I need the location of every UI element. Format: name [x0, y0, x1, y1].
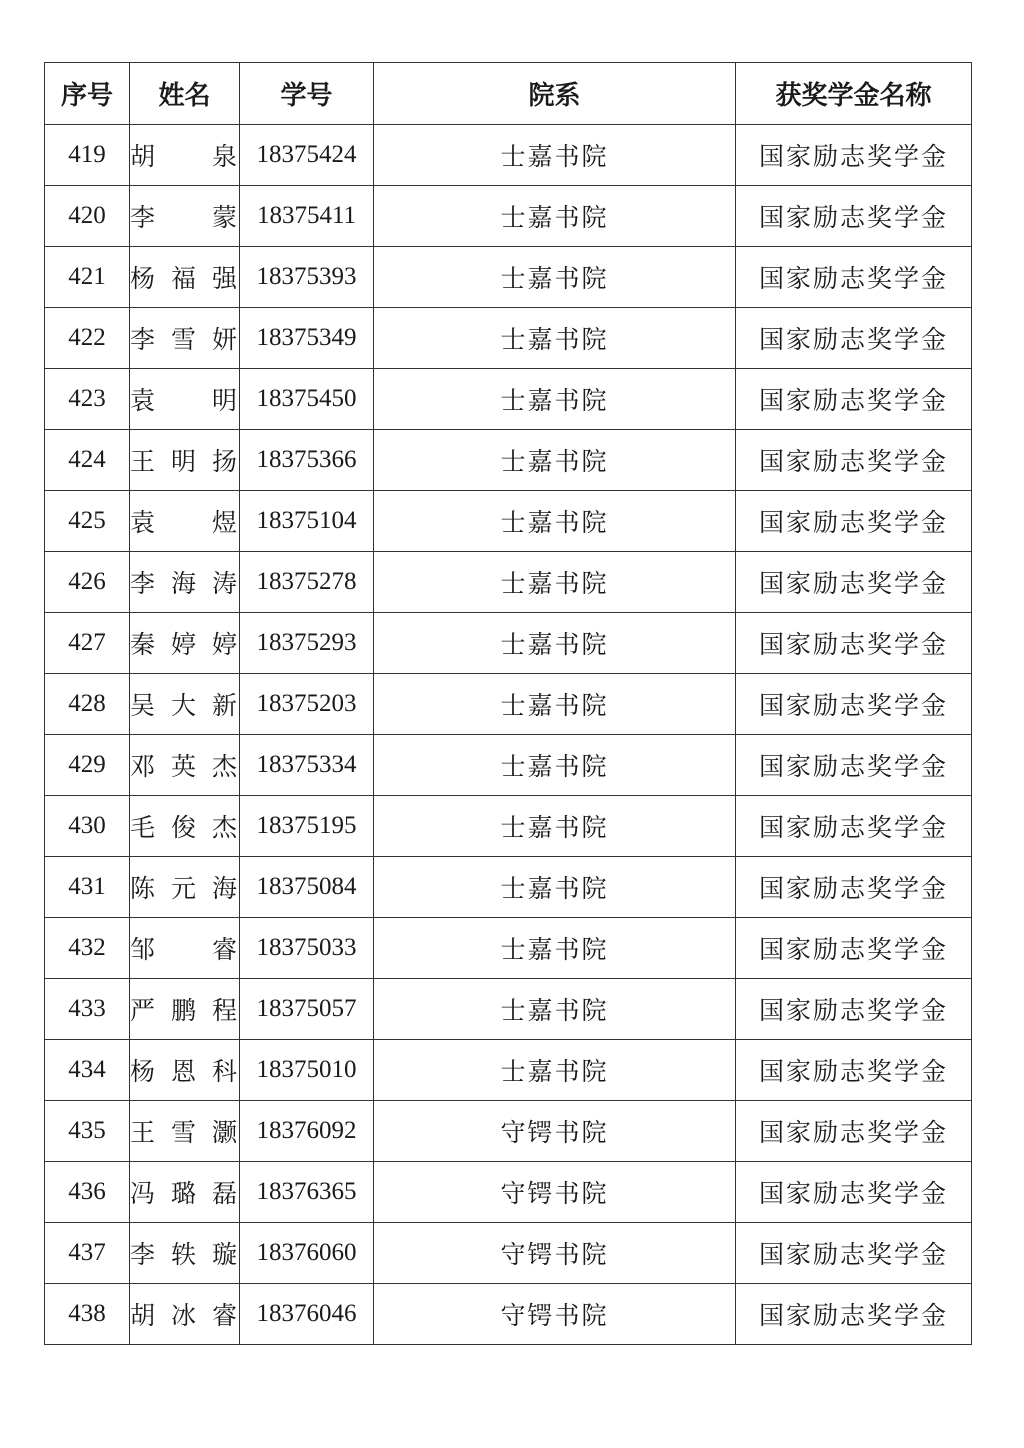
cell-seq: 428 — [45, 674, 130, 735]
cell-department: 士嘉书院 — [374, 125, 736, 186]
table-row — [45, 674, 972, 735]
cell-seq: 421 — [45, 247, 130, 308]
cell-department: 士嘉书院 — [374, 613, 736, 674]
cell-student-id: 18375366 — [240, 430, 374, 491]
cell-department: 守锷书院 — [374, 1162, 736, 1223]
cell-department: 守锷书院 — [374, 1223, 736, 1284]
cell-student-id: 18375349 — [240, 308, 374, 369]
table-row — [45, 857, 972, 918]
cell-award: 国家励志奖学金 — [736, 735, 972, 796]
cell-name: 严鹏程 — [130, 979, 240, 1040]
cell-name: 秦婷婷 — [130, 613, 240, 674]
cell-student-id: 18375393 — [240, 247, 374, 308]
cell-award: 国家励志奖学金 — [736, 674, 972, 735]
cell-department: 士嘉书院 — [374, 674, 736, 735]
table-row — [45, 613, 972, 674]
cell-award: 国家励志奖学金 — [736, 796, 972, 857]
cell-student-id: 18376046 — [240, 1284, 374, 1345]
cell-seq: 433 — [45, 979, 130, 1040]
cell-name: 李雪妍 — [130, 308, 240, 369]
cell-award: 国家励志奖学金 — [736, 1040, 972, 1101]
cell-student-id: 18375293 — [240, 613, 374, 674]
cell-award: 国家励志奖学金 — [736, 857, 972, 918]
table-row — [45, 796, 972, 857]
cell-award: 国家励志奖学金 — [736, 918, 972, 979]
cell-name: 李海涛 — [130, 552, 240, 613]
cell-award: 国家励志奖学金 — [736, 613, 972, 674]
cell-name: 邓英杰 — [130, 735, 240, 796]
cell-seq: 419 — [45, 125, 130, 186]
table-row — [45, 308, 972, 369]
cell-seq: 435 — [45, 1101, 130, 1162]
cell-name: 毛俊杰 — [130, 796, 240, 857]
cell-department: 士嘉书院 — [374, 491, 736, 552]
cell-seq: 438 — [45, 1284, 130, 1345]
cell-department: 士嘉书院 — [374, 1040, 736, 1101]
table-row — [45, 735, 972, 796]
table-row — [45, 1284, 972, 1345]
cell-name: 冯璐磊 — [130, 1162, 240, 1223]
cell-department: 士嘉书院 — [374, 430, 736, 491]
cell-seq: 424 — [45, 430, 130, 491]
cell-award: 国家励志奖学金 — [736, 1284, 972, 1345]
cell-seq: 434 — [45, 1040, 130, 1101]
cell-student-id: 18375334 — [240, 735, 374, 796]
cell-name: 邹 睿 — [130, 918, 240, 979]
cell-student-id: 18375195 — [240, 796, 374, 857]
scholarship-award-table — [44, 62, 972, 1345]
header-seq: 序号 — [45, 63, 130, 125]
header-name: 姓名 — [130, 63, 240, 125]
table-row — [45, 1101, 972, 1162]
cell-award: 国家励志奖学金 — [736, 1101, 972, 1162]
cell-department: 士嘉书院 — [374, 552, 736, 613]
cell-department: 守锷书院 — [374, 1284, 736, 1345]
cell-seq: 423 — [45, 369, 130, 430]
cell-award: 国家励志奖学金 — [736, 979, 972, 1040]
table-row — [45, 247, 972, 308]
table-row — [45, 1162, 972, 1223]
cell-name: 杨福强 — [130, 247, 240, 308]
cell-department: 士嘉书院 — [374, 247, 736, 308]
table-row — [45, 979, 972, 1040]
cell-name: 陈元海 — [130, 857, 240, 918]
cell-award: 国家励志奖学金 — [736, 1223, 972, 1284]
table-row — [45, 125, 972, 186]
cell-department: 士嘉书院 — [374, 369, 736, 430]
cell-student-id: 18375411 — [240, 186, 374, 247]
cell-department: 士嘉书院 — [374, 857, 736, 918]
cell-department: 士嘉书院 — [374, 186, 736, 247]
header-award: 获奖学金名称 — [736, 63, 972, 125]
cell-name: 王雪灏 — [130, 1101, 240, 1162]
header-department: 院系 — [374, 63, 736, 125]
cell-name: 胡冰睿 — [130, 1284, 240, 1345]
cell-award: 国家励志奖学金 — [736, 186, 972, 247]
cell-name: 袁 明 — [130, 369, 240, 430]
cell-student-id: 18376092 — [240, 1101, 374, 1162]
cell-award: 国家励志奖学金 — [736, 430, 972, 491]
cell-name: 胡 泉 — [130, 125, 240, 186]
table-row — [45, 186, 972, 247]
cell-department: 士嘉书院 — [374, 735, 736, 796]
cell-student-id: 18375057 — [240, 979, 374, 1040]
cell-seq: 426 — [45, 552, 130, 613]
cell-student-id: 18375450 — [240, 369, 374, 430]
cell-department: 士嘉书院 — [374, 918, 736, 979]
table-row — [45, 1223, 972, 1284]
cell-seq: 425 — [45, 491, 130, 552]
cell-student-id: 18375278 — [240, 552, 374, 613]
cell-name: 王明扬 — [130, 430, 240, 491]
cell-award: 国家励志奖学金 — [736, 552, 972, 613]
cell-name: 袁 煜 — [130, 491, 240, 552]
cell-name: 杨恩科 — [130, 1040, 240, 1101]
cell-award: 国家励志奖学金 — [736, 247, 972, 308]
cell-seq: 432 — [45, 918, 130, 979]
cell-award: 国家励志奖学金 — [736, 491, 972, 552]
cell-student-id: 18375010 — [240, 1040, 374, 1101]
cell-seq: 431 — [45, 857, 130, 918]
table-row — [45, 430, 972, 491]
cell-seq: 420 — [45, 186, 130, 247]
cell-student-id: 18375424 — [240, 125, 374, 186]
cell-department: 士嘉书院 — [374, 308, 736, 369]
cell-department: 守锷书院 — [374, 1101, 736, 1162]
cell-seq: 429 — [45, 735, 130, 796]
cell-seq: 436 — [45, 1162, 130, 1223]
cell-name: 李 蒙 — [130, 186, 240, 247]
cell-student-id: 18375203 — [240, 674, 374, 735]
table-row — [45, 491, 972, 552]
table-body — [45, 125, 972, 1345]
cell-seq: 437 — [45, 1223, 130, 1284]
cell-award: 国家励志奖学金 — [736, 308, 972, 369]
table-row — [45, 369, 972, 430]
cell-student-id: 18375084 — [240, 857, 374, 918]
cell-student-id: 18376060 — [240, 1223, 374, 1284]
table-header — [45, 63, 972, 125]
cell-name: 李轶璇 — [130, 1223, 240, 1284]
cell-seq: 422 — [45, 308, 130, 369]
header-row — [45, 63, 972, 125]
cell-student-id: 18376365 — [240, 1162, 374, 1223]
table-row — [45, 552, 972, 613]
cell-award: 国家励志奖学金 — [736, 125, 972, 186]
cell-student-id: 18375104 — [240, 491, 374, 552]
cell-student-id: 18375033 — [240, 918, 374, 979]
cell-seq: 430 — [45, 796, 130, 857]
table-row — [45, 918, 972, 979]
cell-department: 士嘉书院 — [374, 796, 736, 857]
cell-seq: 427 — [45, 613, 130, 674]
cell-award: 国家励志奖学金 — [736, 1162, 972, 1223]
table-row — [45, 1040, 972, 1101]
cell-department: 士嘉书院 — [374, 979, 736, 1040]
cell-award: 国家励志奖学金 — [736, 369, 972, 430]
header-student-id: 学号 — [240, 63, 374, 125]
cell-name: 吴大新 — [130, 674, 240, 735]
